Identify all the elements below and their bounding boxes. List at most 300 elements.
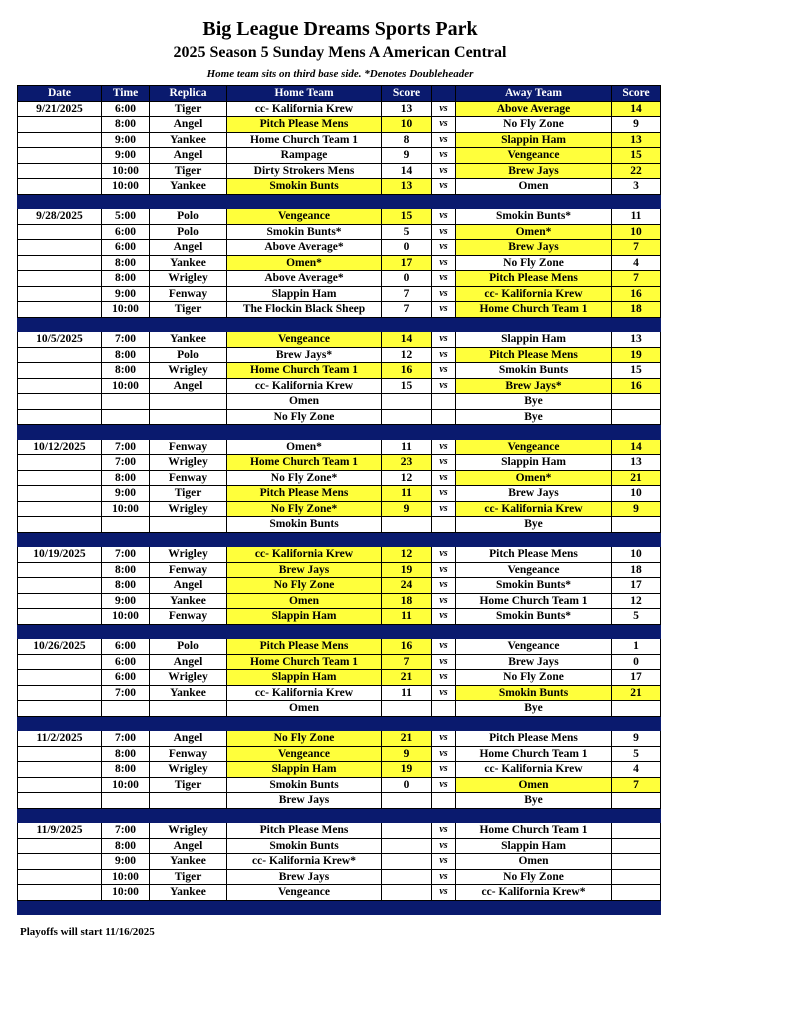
game-field — [150, 409, 227, 425]
away-team: Bye — [456, 793, 612, 809]
vs-label: vs — [432, 685, 456, 701]
away-team: Smokin Bunts* — [456, 578, 612, 594]
game-field — [150, 394, 227, 410]
game-field — [150, 701, 227, 717]
vs-label: vs — [432, 578, 456, 594]
game-date — [18, 701, 102, 717]
away-team: Pitch Please Mens — [456, 347, 612, 363]
game-date — [18, 224, 102, 240]
home-score: 11 — [382, 486, 432, 502]
away-team: No Fly Zone — [456, 255, 612, 271]
vs-label: vs — [432, 378, 456, 394]
vs-label: vs — [432, 746, 456, 762]
game-time: 6:00 — [102, 240, 150, 256]
home-score: 5 — [382, 224, 432, 240]
game-row — [18, 562, 661, 578]
home-team: Pitch Please Mens — [227, 486, 382, 502]
game-date — [18, 255, 102, 271]
game-field: Wrigley — [150, 455, 227, 471]
home-score: 9 — [382, 746, 432, 762]
game-date — [18, 869, 102, 885]
game-field: Yankee — [150, 179, 227, 195]
home-team: Vengeance — [227, 332, 382, 348]
game-field — [150, 793, 227, 809]
away-team: Omen — [456, 777, 612, 793]
away-team: Brew Jays — [456, 486, 612, 502]
game-field: Tiger — [150, 163, 227, 179]
home-team: No Fly Zone — [227, 731, 382, 747]
week-separator — [18, 425, 661, 440]
away-score: 13 — [612, 332, 661, 348]
game-date — [18, 271, 102, 287]
home-score: 15 — [382, 209, 432, 225]
game-time: 9:00 — [102, 854, 150, 870]
separator-bar — [18, 317, 661, 332]
home-team: cc- Kalifornia Krew — [227, 378, 382, 394]
game-date — [18, 562, 102, 578]
vs-label: vs — [432, 639, 456, 655]
game-field: Angel — [150, 378, 227, 394]
home-team: Smokin Bunts — [227, 517, 382, 533]
week-separator — [18, 900, 661, 915]
vs-label: vs — [432, 302, 456, 318]
header-row — [18, 86, 661, 102]
game-row — [18, 777, 661, 793]
home-team: Slappin Ham — [227, 670, 382, 686]
home-score: 17 — [382, 255, 432, 271]
away-team: Bye — [456, 701, 612, 717]
game-row — [18, 486, 661, 502]
col-away-score: Score — [612, 86, 661, 102]
home-team: Slappin Ham — [227, 762, 382, 778]
game-time: 10:00 — [102, 378, 150, 394]
away-team: Slappin Ham — [456, 455, 612, 471]
vs-label: vs — [432, 347, 456, 363]
game-time — [102, 701, 150, 717]
game-time: 10:00 — [102, 777, 150, 793]
home-team: Omen — [227, 394, 382, 410]
away-score: 14 — [612, 439, 661, 455]
vs-label: vs — [432, 885, 456, 901]
game-date — [18, 409, 102, 425]
away-score: 10 — [612, 547, 661, 563]
vs-label: vs — [432, 593, 456, 609]
away-score: 4 — [612, 255, 661, 271]
away-team: Slappin Ham — [456, 132, 612, 148]
schedule-table — [17, 85, 661, 915]
game-time: 7:00 — [102, 731, 150, 747]
away-team: Pitch Please Mens — [456, 547, 612, 563]
home-team: Omen — [227, 701, 382, 717]
home-team: No Fly Zone* — [227, 501, 382, 517]
away-score: 0 — [612, 654, 661, 670]
home-team: Brew Jays — [227, 562, 382, 578]
away-score: 18 — [612, 302, 661, 318]
game-row — [18, 854, 661, 870]
col-time: Time — [102, 86, 150, 102]
vs-label: vs — [432, 762, 456, 778]
game-row — [18, 363, 661, 379]
away-score: 11 — [612, 209, 661, 225]
vs-label: vs — [432, 823, 456, 839]
vs-label: vs — [432, 439, 456, 455]
away-score: 15 — [612, 363, 661, 379]
separator-bar — [18, 900, 661, 915]
away-score — [612, 394, 661, 410]
game-time: 7:00 — [102, 823, 150, 839]
away-team: Smokin Bunts — [456, 685, 612, 701]
home-score: 12 — [382, 347, 432, 363]
game-time: 8:00 — [102, 117, 150, 133]
away-team: Brew Jays — [456, 163, 612, 179]
home-team: Smokin Bunts* — [227, 224, 382, 240]
away-score: 9 — [612, 501, 661, 517]
away-score: 14 — [612, 101, 661, 117]
home-score: 7 — [382, 286, 432, 302]
home-score — [382, 823, 432, 839]
game-field: Wrigley — [150, 501, 227, 517]
away-team: cc- Kalifornia Krew — [456, 286, 612, 302]
vs-label: vs — [432, 854, 456, 870]
home-score — [382, 793, 432, 809]
home-team: Home Church Team 1 — [227, 363, 382, 379]
home-score: 15 — [382, 378, 432, 394]
away-team: Smokin Bunts* — [456, 609, 612, 625]
col-date: Date — [18, 86, 102, 102]
game-date — [18, 394, 102, 410]
game-time: 9:00 — [102, 486, 150, 502]
game-field: Tiger — [150, 869, 227, 885]
home-score: 10 — [382, 117, 432, 133]
game-date — [18, 746, 102, 762]
game-time: 7:00 — [102, 685, 150, 701]
vs-label: vs — [432, 470, 456, 486]
away-score: 12 — [612, 593, 661, 609]
game-date: 10/26/2025 — [18, 639, 102, 655]
game-field: Angel — [150, 731, 227, 747]
game-row — [18, 869, 661, 885]
home-team: The Flockin Black Sheep — [227, 302, 382, 318]
game-date: 10/5/2025 — [18, 332, 102, 348]
away-team: No Fly Zone — [456, 670, 612, 686]
away-score — [612, 409, 661, 425]
home-score: 12 — [382, 547, 432, 563]
game-date — [18, 762, 102, 778]
away-team: Omen — [456, 854, 612, 870]
home-score — [382, 885, 432, 901]
home-team: cc- Kalifornia Krew — [227, 685, 382, 701]
home-score: 24 — [382, 578, 432, 594]
game-date — [18, 240, 102, 256]
game-date: 10/12/2025 — [18, 439, 102, 455]
home-score: 19 — [382, 762, 432, 778]
vs-label — [432, 793, 456, 809]
home-team: cc- Kalifornia Krew* — [227, 854, 382, 870]
game-field: Angel — [150, 240, 227, 256]
game-field: Angel — [150, 148, 227, 164]
away-score: 7 — [612, 271, 661, 287]
week-separator — [18, 194, 661, 209]
away-score: 16 — [612, 378, 661, 394]
game-row — [18, 746, 661, 762]
game-time: 7:00 — [102, 547, 150, 563]
away-team: Smokin Bunts* — [456, 209, 612, 225]
home-team: Brew Jays* — [227, 347, 382, 363]
game-date — [18, 470, 102, 486]
vs-label: vs — [432, 209, 456, 225]
home-team: Smokin Bunts — [227, 777, 382, 793]
game-field: Yankee — [150, 593, 227, 609]
away-score — [612, 517, 661, 533]
away-team: Omen — [456, 179, 612, 195]
game-field: Yankee — [150, 854, 227, 870]
vs-label: vs — [432, 869, 456, 885]
game-row — [18, 439, 661, 455]
away-team: No Fly Zone — [456, 869, 612, 885]
game-time: 7:00 — [102, 332, 150, 348]
away-score: 9 — [612, 117, 661, 133]
home-team: Pitch Please Mens — [227, 639, 382, 655]
game-row — [18, 302, 661, 318]
game-row — [18, 132, 661, 148]
away-score: 15 — [612, 148, 661, 164]
game-row — [18, 409, 661, 425]
game-date — [18, 670, 102, 686]
game-time — [102, 409, 150, 425]
game-date — [18, 609, 102, 625]
game-time — [102, 793, 150, 809]
playoffs-note: Playoffs will start 11/16/2025 — [20, 926, 155, 938]
away-score — [612, 838, 661, 854]
away-team: Pitch Please Mens — [456, 271, 612, 287]
home-score: 11 — [382, 439, 432, 455]
home-score: 0 — [382, 777, 432, 793]
vs-label: vs — [432, 455, 456, 471]
game-field: Polo — [150, 639, 227, 655]
home-score: 11 — [382, 609, 432, 625]
game-date — [18, 593, 102, 609]
game-time: 6:00 — [102, 654, 150, 670]
away-score: 5 — [612, 746, 661, 762]
game-time: 9:00 — [102, 286, 150, 302]
home-team: No Fly Zone* — [227, 470, 382, 486]
game-date: 11/9/2025 — [18, 823, 102, 839]
home-team: Home Church Team 1 — [227, 132, 382, 148]
game-date — [18, 685, 102, 701]
game-date — [18, 286, 102, 302]
game-row — [18, 578, 661, 594]
away-score — [612, 793, 661, 809]
away-score: 21 — [612, 470, 661, 486]
away-score: 21 — [612, 685, 661, 701]
home-score — [382, 838, 432, 854]
vs-label: vs — [432, 501, 456, 517]
game-time: 6:00 — [102, 639, 150, 655]
game-date — [18, 455, 102, 471]
away-team: Omen* — [456, 470, 612, 486]
separator-bar — [18, 808, 661, 823]
away-team: Home Church Team 1 — [456, 593, 612, 609]
home-score — [382, 869, 432, 885]
game-time: 10:00 — [102, 302, 150, 318]
home-team: Smokin Bunts — [227, 179, 382, 195]
game-field: Wrigley — [150, 547, 227, 563]
home-team: Omen* — [227, 255, 382, 271]
home-team: cc- Kalifornia Krew — [227, 547, 382, 563]
game-field: Fenway — [150, 609, 227, 625]
game-row — [18, 240, 661, 256]
away-score: 9 — [612, 731, 661, 747]
separator-bar — [18, 624, 661, 639]
home-score: 18 — [382, 593, 432, 609]
vs-label: vs — [432, 670, 456, 686]
game-date — [18, 363, 102, 379]
game-date: 9/21/2025 — [18, 101, 102, 117]
away-team: Brew Jays — [456, 240, 612, 256]
game-date — [18, 163, 102, 179]
game-row — [18, 255, 661, 271]
away-score — [612, 885, 661, 901]
away-team: Vengeance — [456, 639, 612, 655]
game-time: 9:00 — [102, 148, 150, 164]
game-time — [102, 517, 150, 533]
home-score: 23 — [382, 455, 432, 471]
game-field: Fenway — [150, 470, 227, 486]
game-row — [18, 179, 661, 195]
game-row — [18, 209, 661, 225]
game-time: 10:00 — [102, 609, 150, 625]
home-score — [382, 854, 432, 870]
game-field: Yankee — [150, 255, 227, 271]
game-date — [18, 793, 102, 809]
away-score: 17 — [612, 578, 661, 594]
home-team: Home Church Team 1 — [227, 455, 382, 471]
home-team: Dirty Strokers Mens — [227, 163, 382, 179]
away-team: Slappin Ham — [456, 838, 612, 854]
game-row — [18, 639, 661, 655]
away-score: 13 — [612, 455, 661, 471]
game-date — [18, 347, 102, 363]
home-team: No Fly Zone — [227, 578, 382, 594]
game-date — [18, 517, 102, 533]
home-team: Slappin Ham — [227, 286, 382, 302]
game-row — [18, 163, 661, 179]
home-score: 21 — [382, 670, 432, 686]
game-field: Fenway — [150, 439, 227, 455]
vs-label: vs — [432, 838, 456, 854]
away-score: 10 — [612, 224, 661, 240]
vs-label: vs — [432, 654, 456, 670]
game-field: Angel — [150, 654, 227, 670]
home-team: Vengeance — [227, 746, 382, 762]
col-away-team: Away Team — [456, 86, 612, 102]
vs-label: vs — [432, 363, 456, 379]
away-team: Smokin Bunts — [456, 363, 612, 379]
home-score: 0 — [382, 271, 432, 287]
col-home-score: Score — [382, 86, 432, 102]
vs-label: vs — [432, 255, 456, 271]
away-team: No Fly Zone — [456, 117, 612, 133]
game-field: Wrigley — [150, 670, 227, 686]
game-date — [18, 486, 102, 502]
game-time: 10:00 — [102, 869, 150, 885]
away-team: Bye — [456, 409, 612, 425]
game-row — [18, 593, 661, 609]
game-date — [18, 885, 102, 901]
home-score — [382, 409, 432, 425]
away-team: Home Church Team 1 — [456, 746, 612, 762]
game-row — [18, 762, 661, 778]
game-field: Polo — [150, 209, 227, 225]
vs-label: vs — [432, 224, 456, 240]
game-time: 8:00 — [102, 578, 150, 594]
vs-label: vs — [432, 271, 456, 287]
game-time: 9:00 — [102, 132, 150, 148]
away-team: Brew Jays* — [456, 378, 612, 394]
vs-label — [432, 517, 456, 533]
home-score: 16 — [382, 639, 432, 655]
game-time: 7:00 — [102, 439, 150, 455]
away-score — [612, 701, 661, 717]
home-team: Vengeance — [227, 885, 382, 901]
game-date: 10/19/2025 — [18, 547, 102, 563]
home-score: 9 — [382, 148, 432, 164]
away-score: 7 — [612, 240, 661, 256]
schedule-body — [18, 101, 661, 915]
home-score — [382, 394, 432, 410]
home-score: 9 — [382, 501, 432, 517]
home-score: 13 — [382, 101, 432, 117]
game-date — [18, 302, 102, 318]
vs-label: vs — [432, 731, 456, 747]
vs-label: vs — [432, 562, 456, 578]
game-time: 8:00 — [102, 562, 150, 578]
away-team: Slappin Ham — [456, 332, 612, 348]
game-field — [150, 517, 227, 533]
home-score — [382, 517, 432, 533]
home-score: 14 — [382, 163, 432, 179]
vs-label: vs — [432, 117, 456, 133]
game-date — [18, 777, 102, 793]
game-field: Fenway — [150, 562, 227, 578]
game-date — [18, 654, 102, 670]
game-row — [18, 347, 661, 363]
away-team: Vengeance — [456, 439, 612, 455]
away-team: cc- Kalifornia Krew* — [456, 885, 612, 901]
home-team: Above Average* — [227, 240, 382, 256]
separator-bar — [18, 716, 661, 731]
game-time: 8:00 — [102, 470, 150, 486]
away-score: 19 — [612, 347, 661, 363]
game-row — [18, 394, 661, 410]
game-time: 10:00 — [102, 163, 150, 179]
game-date — [18, 132, 102, 148]
away-team: cc- Kalifornia Krew — [456, 762, 612, 778]
home-team: Omen* — [227, 439, 382, 455]
week-separator — [18, 317, 661, 332]
home-team: Smokin Bunts — [227, 838, 382, 854]
away-team: Home Church Team 1 — [456, 823, 612, 839]
game-field: Yankee — [150, 685, 227, 701]
away-score: 4 — [612, 762, 661, 778]
home-score: 19 — [382, 562, 432, 578]
home-score: 7 — [382, 302, 432, 318]
game-date — [18, 117, 102, 133]
home-team: Brew Jays — [227, 793, 382, 809]
vs-label: vs — [432, 132, 456, 148]
game-row — [18, 332, 661, 348]
away-team: Bye — [456, 517, 612, 533]
